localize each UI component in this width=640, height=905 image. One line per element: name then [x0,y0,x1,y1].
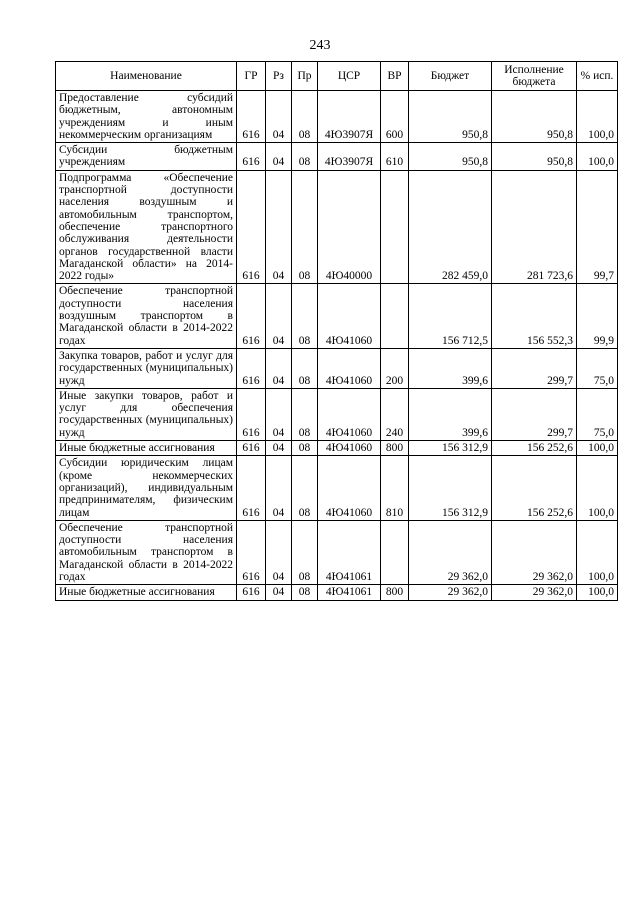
cell-percent: 100,0 [577,441,618,456]
cell-budget: 282 459,0 [409,170,492,284]
cell-csr: 4Ю41060 [318,388,381,440]
cell-csr: 4Ю41060 [318,284,381,348]
cell-execution: 156 252,6 [492,441,577,456]
cell-percent: 75,0 [577,388,618,440]
table-row [56,170,618,284]
cell-execution: 281 723,6 [492,170,577,284]
cell-gr: 616 [237,91,266,143]
cell-budget: 29 362,0 [409,520,492,584]
cell-percent: 100,0 [577,143,618,171]
cell-rz: 04 [266,388,292,440]
column-header-execution: Исполнение бюджета [492,62,577,91]
cell-rz: 04 [266,348,292,388]
cell-budget: 950,8 [409,91,492,143]
cell-percent: 75,0 [577,348,618,388]
cell-execution: 29 362,0 [492,585,577,600]
cell-execution: 29 362,0 [492,520,577,584]
cell-pr: 08 [292,520,318,584]
cell-name: Субсидии юридическим лицам (кроме некоммерческих организаций), индивидуальным предпринимателям, физическим лицам [56,456,237,520]
cell-name: Закупка товаров, работ и услуг для государственных (муниципальных) нужд [56,348,237,388]
cell-name: Субсидии бюджетным учреждениям [56,143,237,171]
table-row [56,456,618,520]
cell-name: Иные бюджетные ассигнования [56,441,237,456]
table-header-row [56,62,618,91]
table-row [56,388,618,440]
cell-gr: 616 [237,143,266,171]
page-number: 243 [309,38,331,53]
cell-execution: 950,8 [492,143,577,171]
cell-name: Иные бюджетные ассигнования [56,585,237,600]
cell-execution: 950,8 [492,91,577,143]
cell-execution: 299,7 [492,348,577,388]
column-header-name: Наименование [56,62,237,91]
cell-budget: 156 312,9 [409,456,492,520]
cell-pr: 08 [292,456,318,520]
cell-vr: 200 [381,348,409,388]
cell-percent: 100,0 [577,585,618,600]
cell-name: Предоставление субсидий бюджетным, автономным учреждениям и иным некоммерческим организациям [56,91,237,143]
cell-vr: 800 [381,441,409,456]
cell-rz: 04 [266,170,292,284]
cell-name: Иные закупки товаров, работ и услуг для обеспечения государственных (муниципальных) нужд [56,388,237,440]
column-header-budget: Бюджет [409,62,492,91]
cell-vr [381,520,409,584]
budget-execution-table [55,61,618,601]
cell-rz: 04 [266,441,292,456]
cell-rz: 04 [266,585,292,600]
cell-vr: 240 [381,388,409,440]
cell-gr: 616 [237,441,266,456]
cell-gr: 616 [237,520,266,584]
cell-budget: 156 712,5 [409,284,492,348]
cell-vr: 800 [381,585,409,600]
cell-percent: 100,0 [577,91,618,143]
cell-gr: 616 [237,170,266,284]
cell-name: Подпрограмма «Обеспечение транспортной доступности населения воздушным и автомобильным транспортом, обеспечение транспортного обслуживания деятельности органов государственной власти Магаданской области» на 2014-2022 годы» [56,170,237,284]
cell-pr: 08 [292,170,318,284]
column-header-gr: ГР [237,62,266,91]
cell-percent: 99,9 [577,284,618,348]
cell-name: Обеспечение транспортной доступности населения воздушным транспортом в Магаданской области в 2014-2022 годах [56,284,237,348]
cell-csr: 4Ю41060 [318,348,381,388]
cell-name: Обеспечение транспортной доступности населения автомобильным транспортом в Магаданской области в 2014-2022 годах [56,520,237,584]
cell-vr: 810 [381,456,409,520]
cell-vr: 600 [381,91,409,143]
cell-budget: 399,6 [409,348,492,388]
cell-pr: 08 [292,388,318,440]
table-row [56,91,618,143]
cell-rz: 04 [266,143,292,171]
cell-pr: 08 [292,585,318,600]
cell-rz: 04 [266,91,292,143]
cell-csr: 4Ю41061 [318,585,381,600]
cell-rz: 04 [266,284,292,348]
cell-csr: 4Ю40000 [318,170,381,284]
cell-gr: 616 [237,348,266,388]
column-header-vr: ВР [381,62,409,91]
column-header-rz: Рз [266,62,292,91]
cell-pr: 08 [292,348,318,388]
cell-pr: 08 [292,284,318,348]
cell-rz: 04 [266,520,292,584]
cell-percent: 99,7 [577,170,618,284]
table-row [56,284,618,348]
cell-pr: 08 [292,441,318,456]
cell-pr: 08 [292,91,318,143]
table-body [56,91,618,601]
cell-budget: 399,6 [409,388,492,440]
cell-csr: 4Ю3907Я [318,143,381,171]
cell-vr [381,170,409,284]
cell-gr: 616 [237,388,266,440]
cell-gr: 616 [237,456,266,520]
column-header-percent: % исп. [577,62,618,91]
table-row [56,441,618,456]
cell-csr: 4Ю3907Я [318,91,381,143]
cell-pr: 08 [292,143,318,171]
cell-rz: 04 [266,456,292,520]
table-row [56,520,618,584]
cell-percent: 100,0 [577,520,618,584]
cell-execution: 156 252,6 [492,456,577,520]
cell-vr [381,284,409,348]
cell-execution: 156 552,3 [492,284,577,348]
table-row [56,585,618,600]
cell-budget: 156 312,9 [409,441,492,456]
cell-percent: 100,0 [577,456,618,520]
cell-budget: 950,8 [409,143,492,171]
cell-csr: 4Ю41060 [318,456,381,520]
table-row [56,143,618,171]
cell-vr: 610 [381,143,409,171]
cell-csr: 4Ю41060 [318,441,381,456]
table-row [56,348,618,388]
column-header-pr: Пр [292,62,318,91]
cell-gr: 616 [237,585,266,600]
cell-budget: 29 362,0 [409,585,492,600]
cell-gr: 616 [237,284,266,348]
cell-csr: 4Ю41061 [318,520,381,584]
column-header-csr: ЦСР [318,62,381,91]
cell-execution: 299,7 [492,388,577,440]
